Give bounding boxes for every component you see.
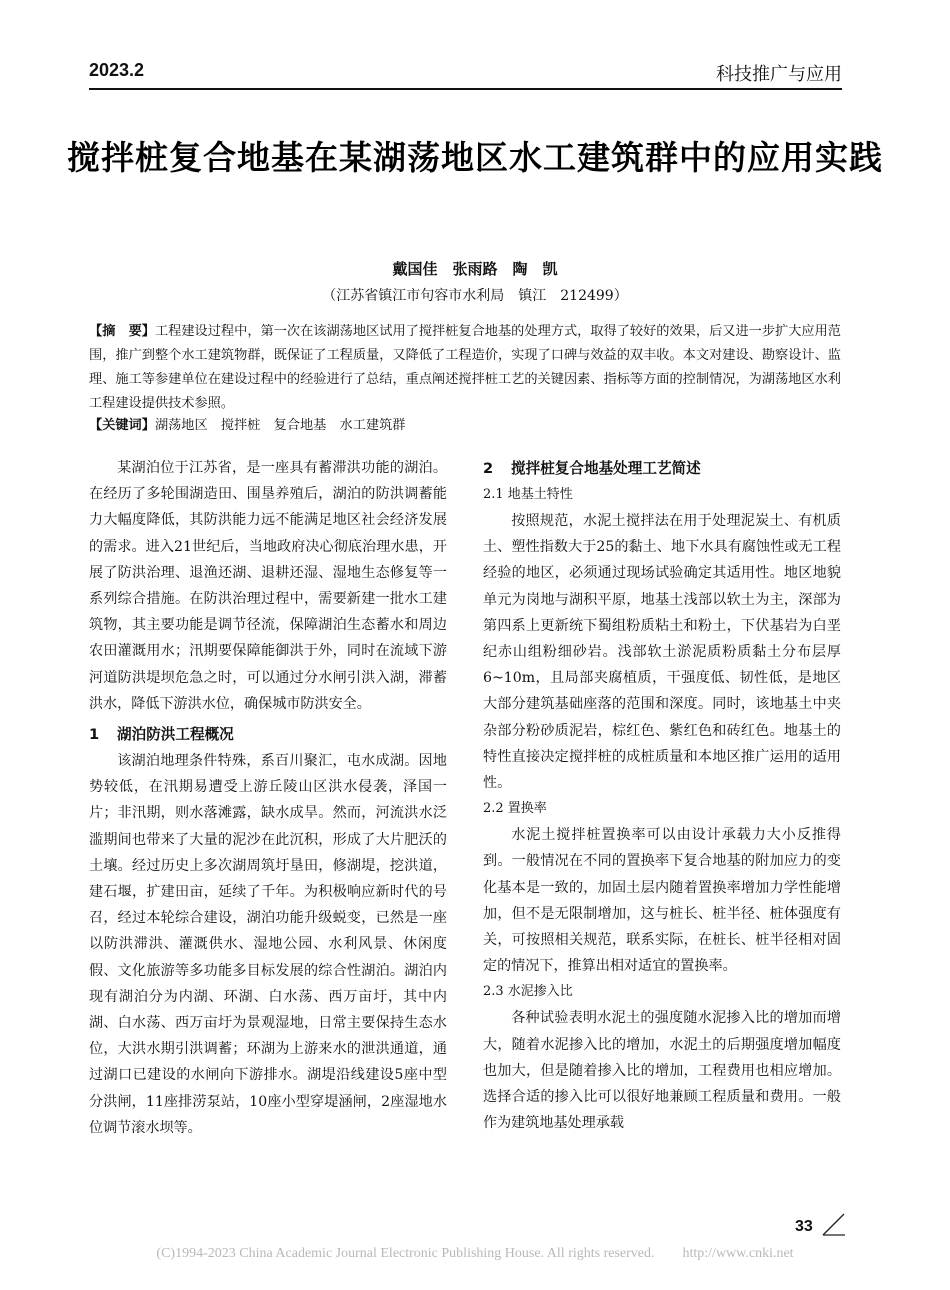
- section-2-title: 搅拌桩复合地基处理工艺简述: [511, 460, 701, 477]
- subsection-2-2-paragraph: 水泥土搅拌桩置换率可以由设计承载力大小反推得到。一般情况在不同的置换率下复合地基的附加应力的变化基本是一致的，加固土层内随着置换率增加力学性能增加，但不是无限制增加，这与桩长、桩半径、桩体强度有关，可按照相关规范，联系实际，在桩长、桩半径相对固定的情况下，推算出相对适宜的置换率。: [483, 827, 841, 975]
- subsection-2-1-paragraph: 按照规范，水泥土搅拌法在用于处理泥炭土、有机质土、塑性指数大于25的黏土、地下水具有腐蚀性或无工程经验的地区，必须通过现场试验确定其适用性。地区地貌单元为岗地与湖积平原，地基土浅部以软土为主，深部为第四系上更新统下蜀组粉质粘土和粉土，下伏基岩为白垩纪赤山组粉细砂岩。浅部软土淤泥质粉质黏土分布层厚6~10m，且局部夹腐植质，干强度低、韧性低，是地区大部分建筑基础座落的范围和深度。同时，该地基土中夹杂部分粉砂质泥岩，棕红色、紫红色和砖红色。地基土的特性直接决定搅拌桩的成桩质量和本地区推广运用的适用性。: [483, 513, 841, 792]
- section-1-paragraph: 该湖泊地理条件特殊，系百川聚汇，屯水成湖。因地势较低，在汛期易遭受上游丘陵山区洪水侵袭，泽国一片；非汛期，则水落滩露，缺水成旱。然而，河流洪水泛滥期间也带来了大量的泥沙在此沉积，形成了大片肥沃的土壤。经过历史上多次湖周筑圩垦田，修湖堤，挖洪道，建石堰，扩建田亩，延续了千年。为积极响应新时代的号召，经过本轮综合建设，湖泊功能升级蜕变，已然是一座以防洪滞洪、灌溉供水、湿地公园、水利风景、休闲度假、文化旅游等多功能多目标发展的综合性湖泊。湖泊内现有湖泊分为内湖、环湖、白水荡、西万亩圩，其中内湖、白水荡、西万亩圩为景观湿地，日常主要保持生态水位，大洪水期引洪调蓄；环湖为上游来水的泄洪通道，通过湖口已建设的水闸向下游排水。湖堤沿线建设5座中型分洪闸，11座排涝泵站，10座小型穿堤涵闸，2座湿地水位调节滚水坝等。: [89, 753, 447, 1136]
- journal-column: 科技推广与应用: [716, 64, 842, 85]
- right-column: [483, 455, 841, 1136]
- subsection-2-2-title: 2.2 置换率: [483, 801, 547, 817]
- page-number: 33: [795, 1218, 813, 1235]
- header-rule: [89, 88, 842, 90]
- section-2-heading: [483, 455, 841, 482]
- section-1-heading: [89, 721, 447, 748]
- subsection-2-3-paragraph: 各种试验表明水泥土的强度随水泥掺入比的增加而增大，随着水泥掺入比的增加，水泥土的后期强度增加幅度也加大，但是随着掺入比的增加，工程费用也相应增加。选择合适的掺入比可以很好地兼顾工程质量和费用。一般作为建筑地基处理承载: [483, 1010, 841, 1132]
- copyright-footer: (C)1994-2023 China Academic Journal Electronic Publishing House. All rights reserved. http://www.cnki.net: [156, 1246, 794, 1261]
- left-column: [89, 455, 447, 1141]
- page-corner-mark-icon: [820, 1212, 846, 1238]
- authors: 戴国佳 张雨路 陶 凯: [392, 260, 558, 278]
- affiliation: （江苏省镇江市句容市水利局 镇江 212499）: [322, 288, 628, 304]
- section-2-number: 2: [483, 460, 494, 477]
- article-title: 搅拌桩复合地基在某湖荡地区水工建筑群中的应用实践: [67, 138, 883, 177]
- intro-paragraph: 某湖泊位于江苏省，是一座具有蓄滞洪功能的湖泊。在经历了多轮围湖造田、围垦养殖后，湖泊的防洪调蓄能力大幅度降低，其防洪能力远不能满足地区社会经济发展的需求。进入21世纪后，当地政府决心彻底治理水患，开展了防洪治理、退渔还湖、退耕还湿、湿地生态修复等一系列综合措施。在防洪治理过程中，需要新建一批水工建筑物，其主要功能是调节径流，保障湖泊生态蓄水和周边农田灌溉用水；汛期要保障能御洪于外，同时在流域下游河道防洪堤坝危急之时，可以通过分水闸引洪入湖，滞蓄洪水，降低下游洪水位，确保城市防洪安全。: [89, 460, 447, 712]
- section-1-number: 1: [89, 726, 100, 744]
- keywords: [89, 414, 841, 438]
- abstract: [89, 320, 841, 416]
- abstract-text: 工程建设过程中，第一次在该湖荡地区试用了搅拌桩复合地基的处理方式，取得了较好的效果，后又进一步扩大应用范围，推广到整个水工建筑物群，既保证了工程质量，又降低了工程造价，实现了口碑与效益的双丰收。本文对建设、勘察设计、监理、施工等参建单位在建设过程中的经验进行了总结，重点阐述搅拌桩工艺的关键因素、指标等方面的控制情况，为湖荡地区水利工程建设提供技术参照。: [89, 324, 841, 411]
- abstract-label: 【摘 要】: [89, 324, 155, 339]
- section-1-title: 湖泊防洪工程概况: [117, 726, 234, 744]
- subsection-2-1-title: 2.1 地基土特性: [483, 487, 573, 502]
- subsection-2-3-title: 2.3 水泥掺入比: [483, 984, 573, 1000]
- journal-issue: 2023.2: [89, 60, 145, 80]
- keywords-label: 【关键词】: [89, 418, 155, 433]
- keywords-text: 湖荡地区 搅拌桩 复合地基 水工建筑群: [154, 418, 406, 433]
